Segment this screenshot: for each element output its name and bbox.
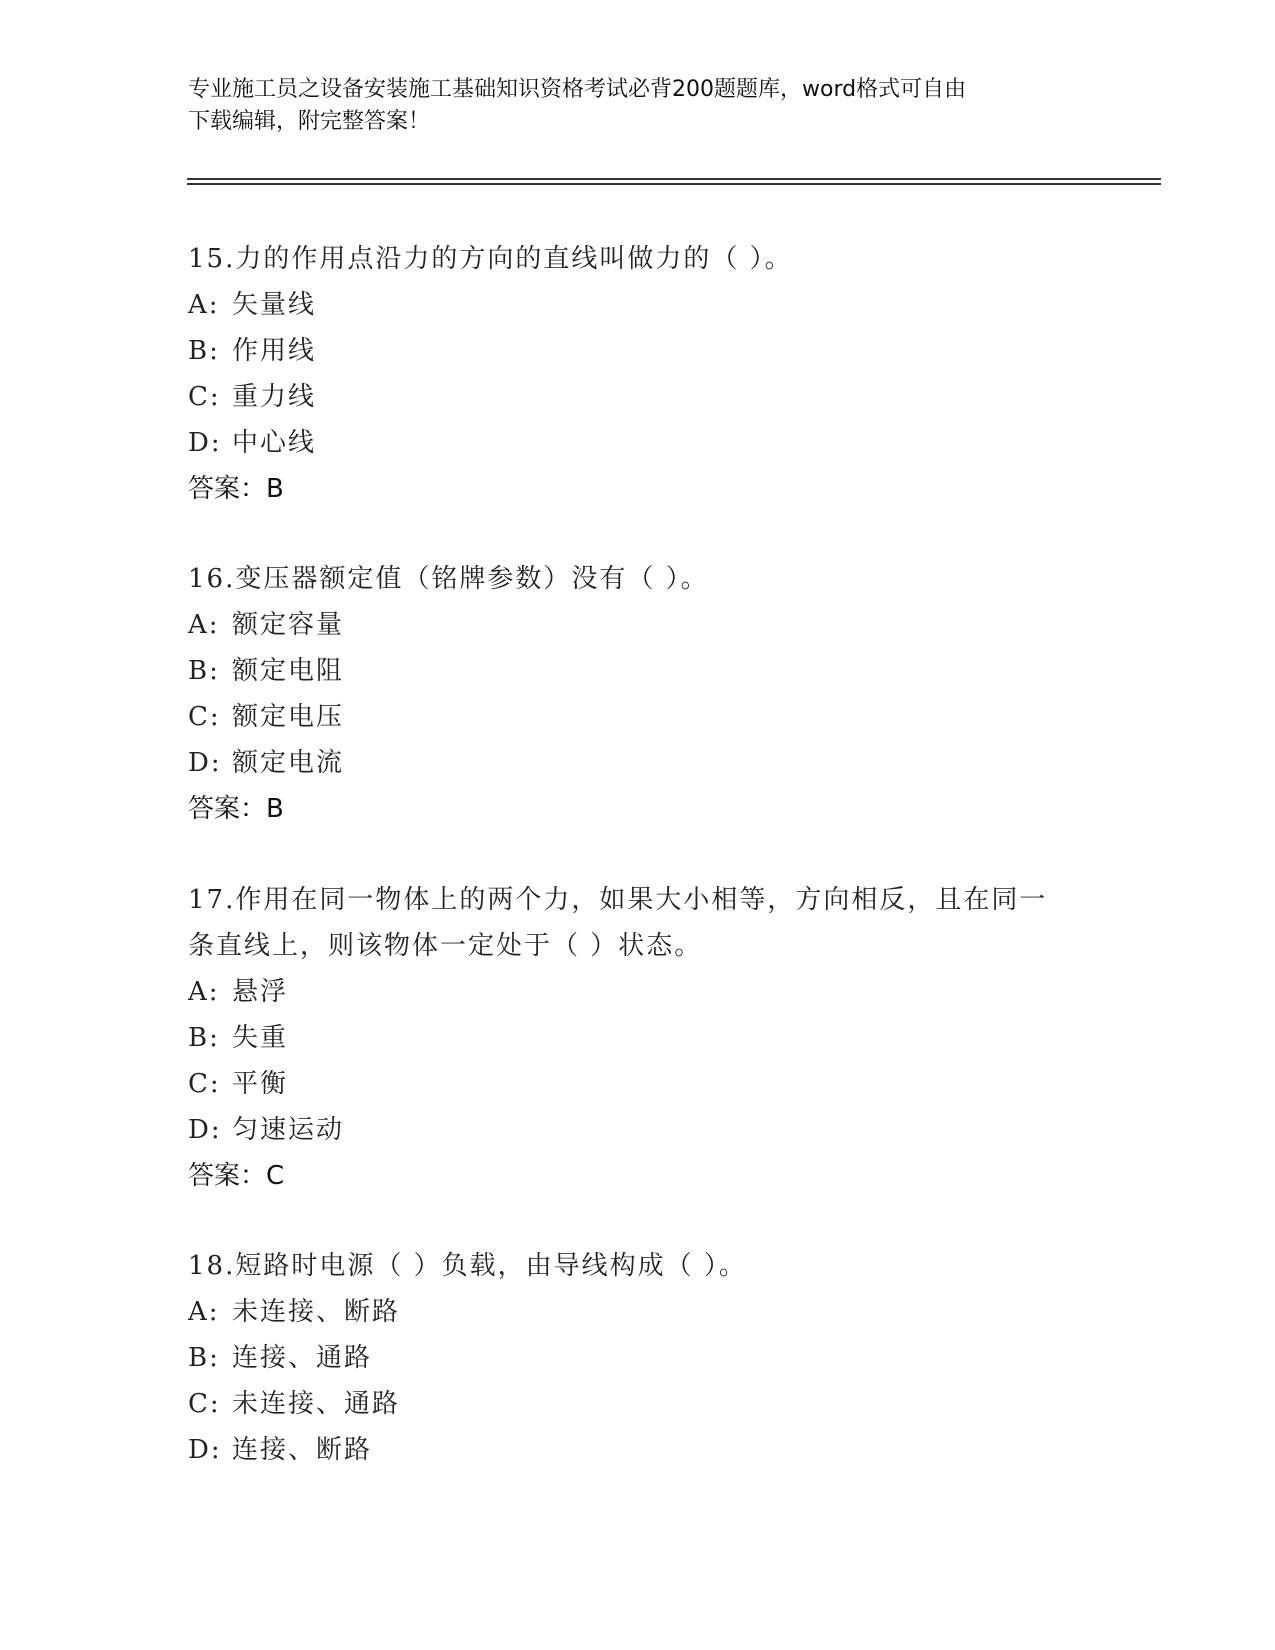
option-text: 矢量线	[232, 290, 317, 320]
option-a	[188, 1289, 1088, 1335]
question-text	[188, 236, 1088, 282]
option-text: 额定容量	[232, 610, 345, 640]
option-letter: A:	[188, 977, 220, 1007]
question-15	[188, 236, 1088, 512]
option-letter: A:	[188, 610, 220, 640]
option-text: 未连接、通路	[232, 1389, 401, 1419]
option-b	[188, 328, 1088, 374]
option-d	[188, 420, 1088, 466]
option-text: 未连接、断路	[232, 1297, 401, 1327]
option-text: 匀速运动	[232, 1115, 345, 1145]
option-letter: B:	[188, 1343, 220, 1373]
answer-value: C	[266, 1161, 285, 1191]
answer-label: 答案：	[188, 1161, 267, 1191]
header-line-2: 下载编辑，附完整答案！	[188, 109, 431, 134]
option-letter: A:	[188, 1297, 220, 1327]
question-number: 18.	[188, 1251, 236, 1281]
option-text: 平衡	[232, 1069, 289, 1099]
option-a	[188, 602, 1088, 648]
question-17	[188, 877, 1088, 1199]
question-text	[188, 1243, 1088, 1289]
option-d	[188, 740, 1088, 786]
question-line: 短路时电源（ ）负载，由导线构成（ ）。	[235, 1251, 747, 1281]
question-number: 15.	[188, 244, 236, 274]
answer-line	[188, 786, 1088, 832]
question-text-continued: 条直线上，则该物体一定处于（ ）状态。	[188, 931, 703, 961]
answer-value: B	[266, 474, 284, 504]
header-line-1: 专业施工员之设备安装施工基础知识资格考试必背200题题库，word格式可自由	[188, 77, 967, 102]
option-text: 中心线	[232, 428, 317, 458]
answer-label: 答案：	[188, 794, 267, 824]
option-c	[188, 1061, 1088, 1107]
option-c	[188, 374, 1088, 420]
question-text	[188, 556, 1088, 602]
option-a	[188, 282, 1088, 328]
option-letter: B:	[188, 656, 220, 686]
option-text: 悬浮	[232, 977, 289, 1007]
question-16	[188, 556, 1088, 832]
option-text: 额定电流	[232, 748, 345, 778]
option-letter: C:	[188, 382, 221, 412]
option-letter: D:	[188, 1115, 222, 1145]
question-number: 16.	[188, 564, 236, 594]
question-number: 17.	[188, 885, 236, 915]
option-letter: C:	[188, 1389, 221, 1419]
header-divider-top	[187, 178, 1161, 180]
option-text: 重力线	[232, 382, 317, 412]
option-letter: D:	[188, 748, 222, 778]
option-text: 失重	[232, 1023, 289, 1053]
option-c	[188, 1381, 1088, 1427]
option-letter: C:	[188, 1069, 221, 1099]
option-letter: A:	[188, 290, 220, 320]
option-letter: C:	[188, 702, 221, 732]
document-header	[188, 74, 1088, 138]
option-text: 连接、通路	[232, 1343, 373, 1373]
answer-line	[188, 1153, 1088, 1199]
option-b	[188, 1015, 1088, 1061]
option-d	[188, 1107, 1088, 1153]
question-line: 作用在同一物体上的两个力，如果大小相等，方向相反，且在同一	[235, 885, 1048, 915]
option-c	[188, 694, 1088, 740]
option-text: 连接、断路	[232, 1435, 373, 1465]
question-18	[188, 1243, 1088, 1473]
question-line: 力的作用点沿力的方向的直线叫做力的（ ）。	[235, 244, 793, 274]
question-line: 变压器额定值（铭牌参数）没有（ ）。	[235, 564, 709, 594]
option-b	[188, 1335, 1088, 1381]
answer-value: B	[266, 794, 284, 824]
option-text: 额定电压	[232, 702, 345, 732]
question-text	[188, 877, 1088, 923]
option-text: 作用线	[232, 336, 317, 366]
header-divider-bottom	[187, 183, 1161, 185]
option-letter: D:	[188, 1435, 222, 1465]
option-letter: B:	[188, 1023, 220, 1053]
option-text: 额定电阻	[232, 656, 345, 686]
answer-label: 答案：	[188, 474, 267, 504]
option-d	[188, 1427, 1088, 1473]
option-letter: B:	[188, 336, 220, 366]
answer-line	[188, 466, 1088, 512]
option-letter: D:	[188, 428, 222, 458]
option-a	[188, 969, 1088, 1015]
option-b	[188, 648, 1088, 694]
